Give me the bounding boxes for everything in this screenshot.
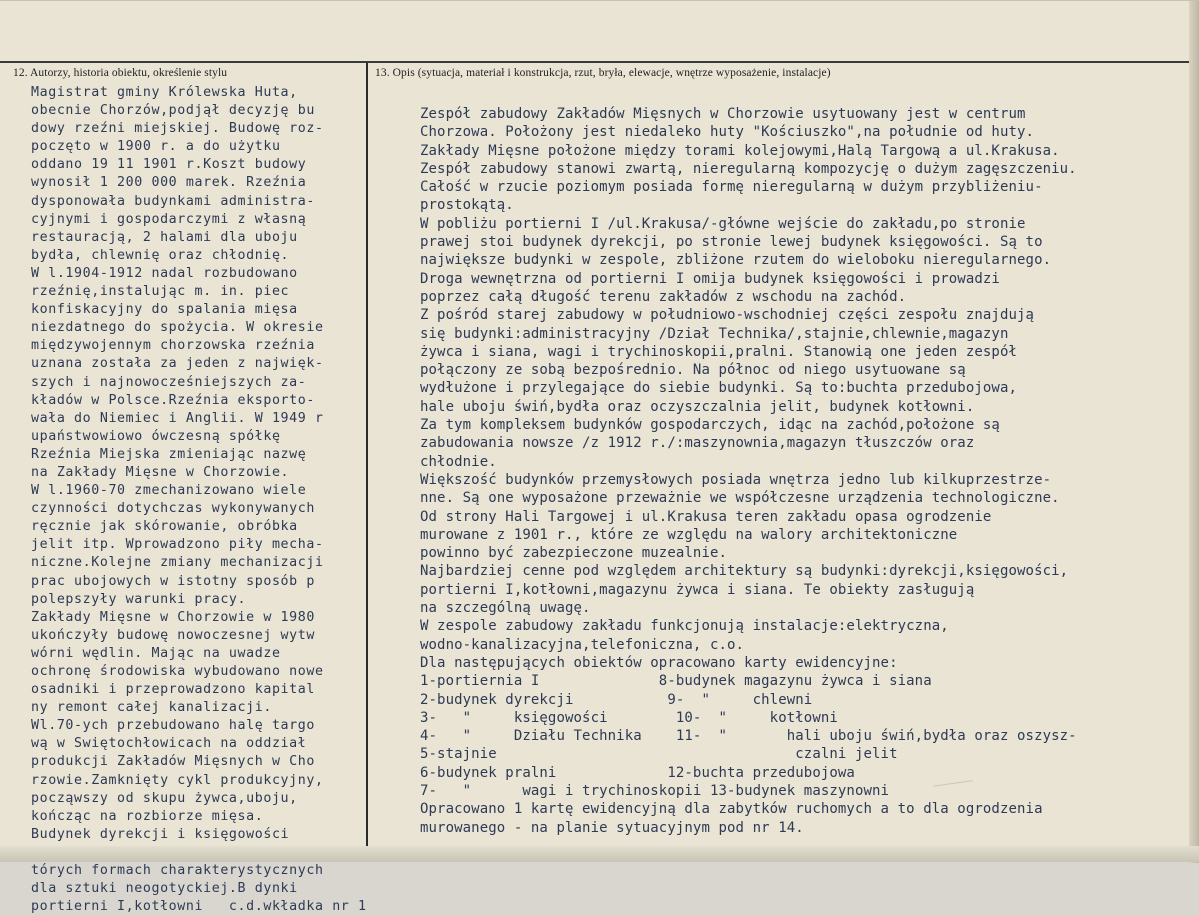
description-line: wodno-kanalizacyjna,telefoniczna, c.o. bbox=[420, 636, 745, 653]
history-line: uznana została za jeden z najwięk- bbox=[31, 356, 324, 372]
description-line: powinno być zabezpieczone muzealnie. bbox=[420, 545, 728, 562]
description-line: Zakłady Mięsne położone między torami kolejowymi,Halą Targową a ul.Krakusa. bbox=[420, 142, 1060, 159]
history-line: prac ubojowych w istotny sposób p bbox=[31, 573, 315, 589]
history-line: kończąc na rozbiorze mięsa. bbox=[31, 808, 264, 824]
history-line: cyjnymi i gospodarczymi z własną bbox=[31, 211, 307, 227]
history-line: dowy rzeźni miejskiej. Budowę roz- bbox=[31, 121, 324, 137]
history-line: szych i najnowocześniejszych za- bbox=[31, 374, 307, 390]
description-line: chłodnie. bbox=[420, 453, 497, 470]
description-line: poprzez całą długość terenu zakładów z wschodu na zachód. bbox=[420, 288, 907, 305]
description-line: 6-budynek pralni 12-buchta przedubojowa bbox=[420, 764, 855, 781]
description-line: Najbardziej cenne pod względem architektury są budynki:dyrekcji,księgowości, bbox=[420, 563, 1069, 580]
description-line: Opracowano 1 kartę ewidencyjną dla zabytków ruchomych a to dla ogrodzenia bbox=[420, 801, 1043, 818]
description-line: Od strony Hali Targowej i ul.Krakusa teren zakładu opasa ogrodzenie bbox=[420, 508, 992, 525]
history-line: wórni wędlin. Mając na uwadze bbox=[31, 645, 281, 661]
description-line: 2-budynek dyrekcji 9- " chlewni bbox=[420, 691, 813, 708]
description-line: Z pośród starej zabudowy w południowo-wschodniej części zespołu znajdują bbox=[420, 307, 1035, 324]
history-line: dysponowała budynkami administra- bbox=[31, 193, 315, 209]
description-line: Droga wewnętrzna od portierni I omija budynek księgowości i prowadzi bbox=[420, 270, 1000, 287]
history-line: obecnie Chorzów,podjął decyzję bu bbox=[31, 103, 315, 119]
description-line: 4- " Działu Technika 11- " hali uboju świń,bydła oraz oszysz- bbox=[420, 728, 1077, 745]
history-line: niczne.Kolejne zmiany mechanizacji bbox=[31, 555, 324, 571]
description-line: Dla następujących obiektów opracowano karty ewidencyjne: bbox=[420, 654, 898, 671]
description-line: portierni I,kotłowni,magazynu żywca i siana. Te obiekty zasługują bbox=[420, 581, 975, 598]
description-line: 7- " wagi i trychinoskopii 13-budynek maszynowni bbox=[420, 782, 890, 799]
history-line: niezdatnego do spożycia. W okresie bbox=[31, 320, 324, 336]
history-line: bydła, chlewnię oraz chłodnię. bbox=[31, 247, 290, 263]
history-line: Rzeźnia Miejska zmieniając nazwę bbox=[31, 446, 307, 462]
history-line: czynności dotychczas wykonywanych bbox=[31, 501, 315, 517]
description-line: żywca i siana, wagi i trychinoskopii,pralni. Stanowią one jeden zespół bbox=[420, 343, 1018, 360]
history-line: restauracją, 2 halami dla uboju bbox=[31, 229, 298, 245]
history-line: oddano 19 11 1901 r.Koszt budowy bbox=[31, 157, 307, 173]
description-line: największe budynki w zespole, zbliżone rzutem do wieloboku nieregularnego. bbox=[420, 252, 1052, 269]
card-edge-right bbox=[1189, 1, 1199, 863]
history-line: rzowie.Zamknięty cykl produkcyjny, bbox=[31, 772, 324, 788]
description-line: Za tym kompleksem budynków gospodarczych, idąc na zachód,położone są bbox=[420, 417, 1000, 434]
history-line: tórych formach charakterystycznych bbox=[31, 863, 324, 879]
history-line: na Zakłady Mięsne w Chorzowie. bbox=[31, 464, 290, 480]
description-line: Zespół zabudowy Zakładów Mięsnych w Chorzowie usytuowany jest w centrum bbox=[420, 106, 1026, 122]
history-line: W l.1904-1912 nadal rozbudowano bbox=[31, 265, 298, 281]
description-line: nne. Są one wyposażone przeważnie we współczesne urządzenia technologiczne. bbox=[420, 490, 1060, 507]
history-line: osadniki i przeprowadzono kapital bbox=[31, 682, 315, 698]
history-line: dla sztuki neogotyckiej.B dynki bbox=[31, 881, 298, 897]
history-line: Budynek dyrekcji i księgowości bbox=[31, 826, 290, 842]
history-line: międzywojennym chorzowska rzeźnia bbox=[31, 338, 315, 354]
description-line: murowane z 1901 r., które ze względu na walory architektoniczne bbox=[420, 526, 958, 543]
history-line: upaństwowiowo ówczesną spółkę bbox=[31, 428, 281, 444]
description-line: W pobliżu portierni I /ul.Krakusa/-główne wejście do zakładu,po stronie bbox=[420, 215, 1026, 232]
history-line: ochronę środowiska wybudowano nowe bbox=[31, 664, 324, 679]
history-text bbox=[31, 84, 367, 916]
description-line: murowanego - na planie sytuacyjnym pod nr 14. bbox=[420, 819, 804, 836]
history-line: Zakłady Mięsne w Chorzowie w 1980 bbox=[31, 609, 315, 625]
description-line: 5-stajnie czalni jelit bbox=[420, 746, 898, 763]
description-line: wydłużone i przylegające do siebie budynki. Są to:buchta przedubojowa, bbox=[420, 380, 1018, 397]
history-line: produkcji Zakładów Mięsnych w Cho bbox=[31, 754, 315, 770]
section-12-heading: 12. Autorzy, historia obiektu, określenie stylu bbox=[13, 67, 228, 79]
history-line: Wl.70-ych przebudowano halę targo bbox=[31, 718, 315, 734]
history-line: wała do Niemiec i Anglii. W 1949 r bbox=[31, 410, 324, 426]
history-line: jelit itp. Wprowadzono piły mecha- bbox=[31, 537, 324, 553]
history-line: ny remont całej kanalizacji. bbox=[31, 700, 272, 716]
history-line: wynosił 1 200 000 marek. Rzeźnia bbox=[31, 175, 307, 191]
history-line: począwszy od skupu żywca,uboju, bbox=[31, 790, 298, 806]
description-line: hale uboju świń,bydła oraz oczyszczalnia jelit, budynek kotłowni. bbox=[420, 398, 975, 415]
description-line: prostokątą. bbox=[420, 197, 514, 214]
description-line: 1-portiernia I 8-budynek magazynu żywca i siana bbox=[420, 673, 932, 690]
history-line: kładów w Polsce.Rzeźnia eksporto- bbox=[31, 392, 315, 408]
description-line: Chorzowa. Położony jest niedaleko huty "Kościuszko",na południe od huty. bbox=[420, 124, 1035, 141]
history-line: polepszyły warunki pracy. bbox=[31, 591, 247, 607]
history-line: ręcznie jak skórowanie, obróbka bbox=[31, 519, 298, 535]
description-text bbox=[420, 105, 1077, 837]
description-line: prawej stoi budynek dyrekcji, po stronie lewej budynek księgowości. Są to bbox=[420, 234, 1043, 251]
history-line: wą w Swiętochłowicach na oddział bbox=[31, 736, 307, 752]
description-line: W zespole zabudowy zakładu funkcjonują instalacje:elektryczna, bbox=[420, 618, 949, 635]
history-line: poczęto w 1900 r. a do użytku bbox=[31, 139, 281, 155]
history-line: portierni I,kotłowni c.d.wkładka nr 1 bbox=[31, 899, 367, 915]
description-line: się budynki:administracyjny /Dział Technika/,stajnie,chlewnie,magazyn bbox=[420, 325, 1009, 342]
description-line: 3- " księgowości 10- " kotłowni bbox=[420, 709, 838, 726]
history-line: W l.1960-70 zmechanizowano wiele bbox=[31, 483, 307, 499]
description-line: Większość budynków przemysłowych posiada wnętrza jedno lub kilkuprzestrze- bbox=[420, 471, 1052, 488]
description-line: na szczególną uwagę. bbox=[420, 600, 591, 617]
history-line: Magistrat gminy Królewska Huta, bbox=[31, 85, 298, 100]
description-line: połączony ze sobą bezpośrednio. Na północ od niego usytuowane są bbox=[420, 362, 966, 379]
description-line: Całość w rzucie poziomym posiada formę nieregularną w dużym przybliżeniu- bbox=[420, 179, 1043, 196]
section-13-heading: 13. Opis (sytuacja, materiał i konstrukcja, rzut, bryła, elewacje, wnętrze wyposażenie, instalacje) bbox=[375, 67, 831, 79]
history-line: konfiskacyjny do spalania mięsa bbox=[31, 302, 298, 318]
description-line: Zespół zabudowy stanowi zwartą, nieregularną kompozycję o dużym zagęszczeniu. bbox=[420, 160, 1077, 177]
description-line: zabudowania nowsze /z 1912 r./:maszynownia,magazyn tłuszczów oraz bbox=[420, 435, 975, 452]
header-rule bbox=[0, 61, 1190, 63]
history-line: ukończyły budowę nowoczesnej wytw bbox=[31, 627, 315, 643]
history-line: rzeźnię,instalując m. in. piec bbox=[31, 284, 290, 300]
card-edge-bottom bbox=[0, 846, 1199, 862]
